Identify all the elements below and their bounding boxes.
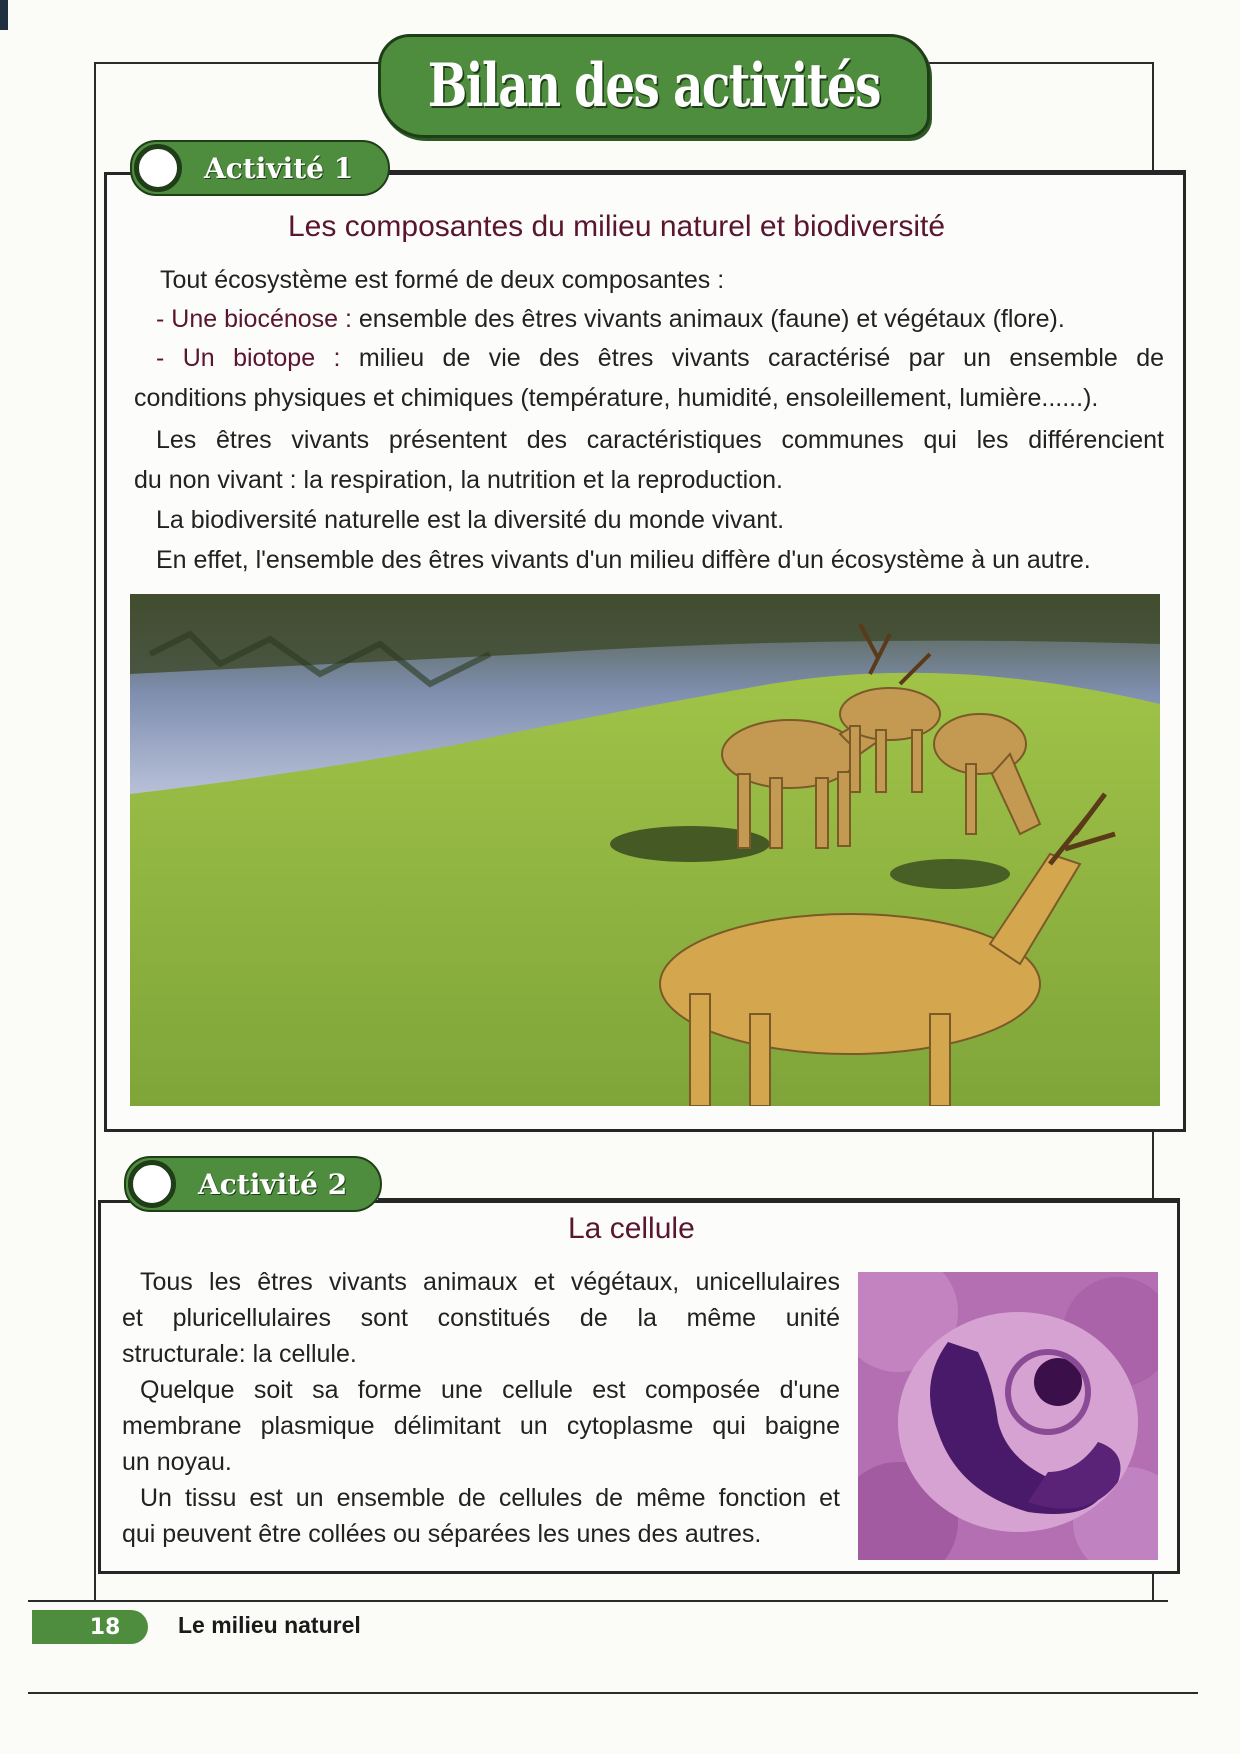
intro-text: Tout écosystème est formé de deux composantes :: [160, 266, 725, 294]
deer-lake-illustration: [130, 594, 1160, 1106]
cell-text-3b: qui peuvent être collées ou séparées les unes des autres.: [122, 1520, 762, 1548]
cell-text-1b: et pluricellulaires sont constitués de la même unité: [122, 1304, 840, 1332]
footer-rule: [28, 1600, 1168, 1602]
biotope-term: - Un biotope :: [156, 344, 341, 372]
cell-text-2a: Quelque soit sa forme une cellule est composée d'une: [140, 1376, 840, 1404]
cell-text-2c: un noyau.: [122, 1448, 232, 1476]
activity-2-heading: La cellule: [568, 1212, 695, 1245]
activity-1-tag: [130, 140, 390, 196]
title-banner: [378, 34, 930, 138]
circle-icon: [134, 144, 182, 192]
activity-2-label: Activité 2: [198, 1167, 348, 1201]
living-beings-line-1: Les êtres vivants présentent des caractéristiques communes qui les différencient: [156, 426, 1164, 454]
footer-bottom-rule: [28, 1692, 1198, 1694]
cell-text-1c: structurale: la cellule.: [122, 1340, 357, 1368]
ecosystem-effect-text: En effet, l'ensemble des êtres vivants d'un milieu diffère d'un écosystème à un autre.: [156, 546, 1091, 574]
cell-text-1a: Tous les êtres vivants animaux et végétaux, unicellulaires: [140, 1268, 840, 1296]
cell-text-3a: Un tissu est un ensemble de cellules de même fonction et: [140, 1484, 840, 1512]
living-beings-line-2: du non vivant : la respiration, la nutrition et la reproduction.: [134, 466, 783, 494]
page-number: 18: [89, 1614, 121, 1640]
page-edge-mark: [0, 0, 8, 30]
activity-1-label: Activité 1: [204, 151, 354, 185]
circle-icon: [128, 1160, 176, 1208]
biodiversity-text: La biodiversité naturelle est la diversité du monde vivant.: [156, 506, 785, 534]
cell-illustration: [858, 1272, 1158, 1560]
activity-2-tag: [124, 1156, 382, 1212]
activity-1-rule: [384, 170, 1186, 173]
cell-micrograph: [858, 1272, 1158, 1560]
biocenose-term: - Une biocénose :: [156, 305, 352, 333]
chapter-title: Le milieu naturel: [178, 1612, 361, 1638]
biotope-definition: milieu de vie des êtres vivants caractérisé par un ensemble de: [340, 344, 1164, 372]
biotope-conditions: conditions physiques et chimiques (température, humidité, ensoleillement, lumière......).: [134, 384, 1099, 412]
activity-1-heading: Les composantes du milieu naturel et biodiversité: [288, 210, 946, 243]
page-title: Bilan des activités: [427, 51, 881, 121]
biotope-line: [156, 340, 1164, 376]
biocenose-line: [156, 301, 1065, 337]
cell-text-2b: membrane plasmique délimitant un cytoplasme qui baigne: [122, 1412, 840, 1440]
page-number-tab: [32, 1610, 148, 1644]
activity-2-rule: [378, 1198, 1180, 1201]
deer-lake-photo: [130, 594, 1160, 1106]
biocenose-definition: ensemble des êtres vivants animaux (faune) et végétaux (flore).: [351, 305, 1065, 333]
